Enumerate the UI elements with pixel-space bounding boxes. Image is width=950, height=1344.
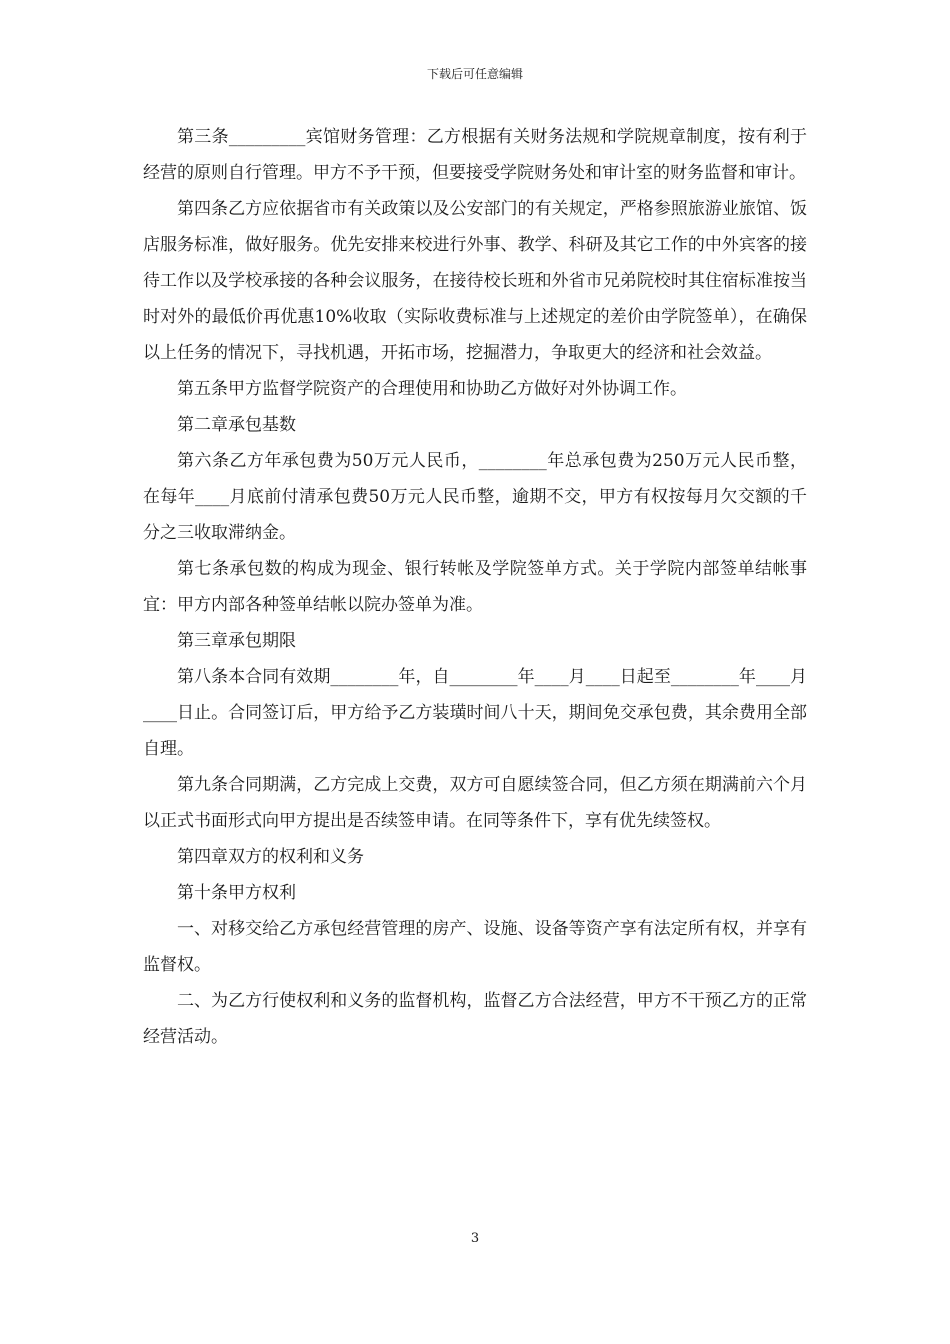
page-number: 3 xyxy=(470,1231,480,1246)
clause-5-paragraph: 第五条甲方监督学院资产的合理使用和协助乙方做好对外协调工作。 xyxy=(177,379,687,399)
clause-7-paragraph: 第七条承包数的构成为现金、银行转帐及学院签单方式。关于学院内部签单结帐事宜：甲方内部各种签单结帐以院办签单为准。 xyxy=(143,559,807,615)
chapter-2-heading: 第二章承包基数 xyxy=(177,415,296,435)
clause-9-paragraph: 第九条合同期满，乙方完成上交费，双方可自愿续签合同，但乙方须在期满前六个月以正式书面形式向甲方提出是否续签申请。在同等条件下，享有优先续签权。 xyxy=(143,775,807,831)
clause-8-paragraph: 第八条本合同有效期________年，自________年____月____日起至________年____月____日止。合同签订后，甲方给予乙方装璜时间八十天，期间免交承包费，其余费用全部自理。 xyxy=(143,667,807,759)
page-header: 下载后可任意编辑 xyxy=(426,67,523,81)
clause-3-paragraph: 第三条_________宾馆财务管理：乙方根据有关财务法规和学院规章制度，按有利于经营的原则自行管理。甲方不予干预，但要接受学院财务处和审计室的财务监督和审计。 xyxy=(143,127,807,183)
party-a-right-1: 一、对移交给乙方承包经营管理的房产、设施、设备等资产享有法定所有权，并享有监督权。 xyxy=(143,919,807,975)
clause-4-paragraph: 第四条乙方应依据省市有关政策以及公安部门的有关规定，严格参照旅游业旅馆、饭店服务标准，做好服务。优先安排来校进行外事、教学、科研及其它工作的中外宾客的接待工作以及学校承接的各种会议服务，在接待校长班和外省市兄弟院校时其住宿标准按当时对外的最低价再优惠10%收取（实际收费标准与上述规定的差价由学院签单），在确保以上任务的情况下，寻找机遇，开拓市场，挖掘潜力，争取更大的经济和社会效益。 xyxy=(143,199,807,363)
clause-10-heading: 第十条甲方权利 xyxy=(177,883,296,903)
document-body xyxy=(143,119,807,1055)
chapter-4-heading: 第四章双方的权利和义务 xyxy=(177,847,364,867)
party-a-right-2: 二、为乙方行使权利和义务的监督机构，监督乙方合法经营，甲方不干预乙方的正常经营活动。 xyxy=(143,991,807,1047)
clause-6-paragraph: 第六条乙方年承包费为50万元人民币，________年总承包费为250万元人民币整，在每年____月底前付清承包费50万元人民币整，逾期不交，甲方有权按每月欠交额的千分之三收取滞纳金。 xyxy=(143,451,807,543)
chapter-3-heading: 第三章承包期限 xyxy=(177,631,296,651)
